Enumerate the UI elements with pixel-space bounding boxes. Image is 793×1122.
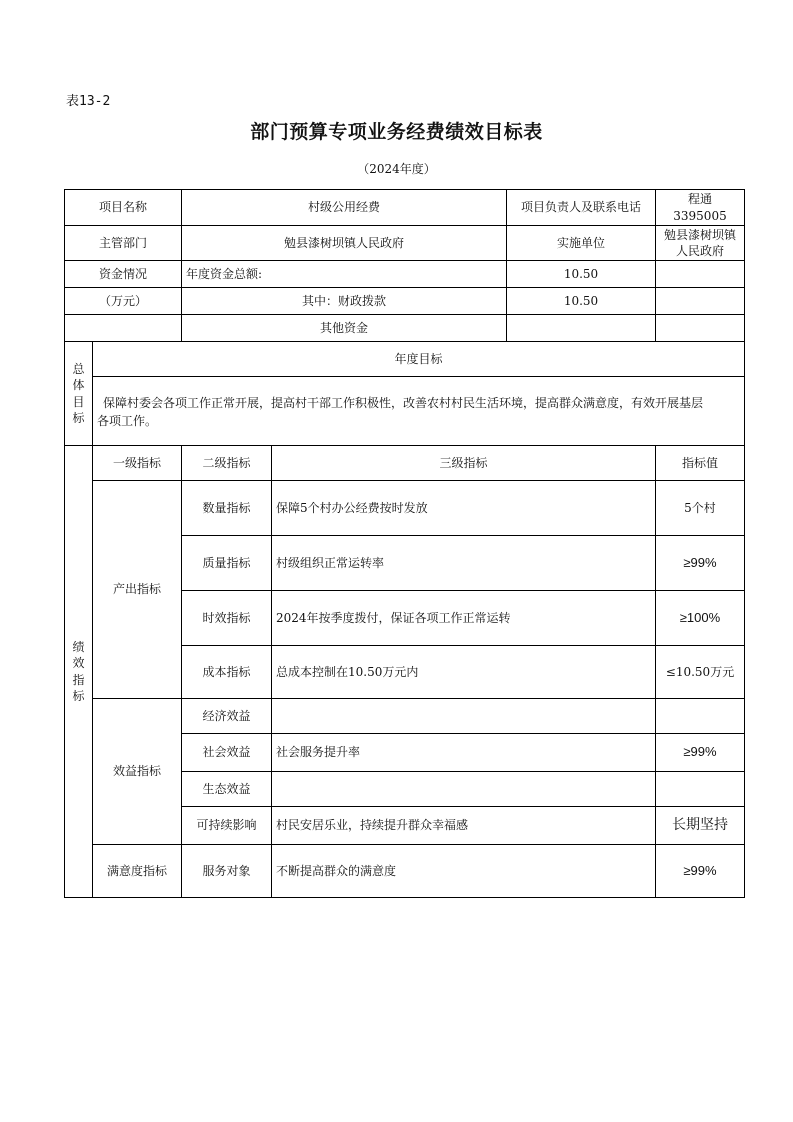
satisfaction-indicator-label: 满意度指标 (92, 844, 182, 898)
performance-side-label: 绩 效 指 标 (64, 445, 93, 898)
table-row-value: ≤10.50万元 (655, 645, 745, 699)
table-row-level2: 社会效益 (181, 733, 272, 772)
col-value-header: 指标值 (655, 445, 745, 481)
fund-other-label: 其他资金 (181, 314, 507, 342)
table-row-value: ≥99% (655, 535, 745, 591)
fund-blank-label (64, 314, 182, 342)
table-row-level2: 服务对象 (181, 844, 272, 898)
project-name-value: 村级公用经费 (181, 189, 507, 226)
table-row-level2: 数量指标 (181, 480, 272, 536)
col-level2-header: 二级指标 (181, 445, 272, 481)
contact-phone: 3395005 (673, 208, 727, 223)
table-row-level3: 总成本控制在10.50万元内 (271, 645, 656, 699)
dept-value: 勉县漆树坝镇人民政府 (181, 225, 507, 261)
table-row-value: 长期坚持 (655, 806, 745, 845)
table-row-value: 5个村 (655, 480, 745, 536)
contact-value (655, 189, 745, 226)
page-title: 部门预算专项业务经费绩效目标表 (250, 121, 543, 143)
year-label: （2024年度） (357, 162, 436, 176)
benefit-indicator-label: 效益指标 (92, 698, 182, 845)
table-row-level3: 2024年按季度拨付，保证各项工作正常运转 (271, 590, 656, 646)
impl-value (655, 225, 745, 261)
annual-goal-header: 年度目标 (92, 341, 745, 377)
fund-other-value (506, 314, 656, 342)
fund-total-extra (655, 260, 745, 288)
table-row-value (655, 771, 745, 807)
table-row-value: ≥100% (655, 590, 745, 646)
table-row-level3: 保障5个村办公经费按时发放 (271, 480, 656, 536)
table-row-level3 (271, 771, 656, 807)
table-row-level3: 社会服务提升率 (271, 733, 656, 772)
annual-goal-text: 保障村委会各项工作正常开展，提高村干部工作积极性，改善农村村民生活环境，提高群众满意度，有效开展基层 各项工作。 (92, 376, 745, 446)
fund-label: 资金情况 (64, 260, 182, 288)
fund-total-value: 10.50 (506, 260, 656, 288)
table-row-level2: 经济效益 (181, 698, 272, 734)
output-indicator-label: 产出指标 (92, 480, 182, 699)
col-level1-header: 一级指标 (92, 445, 182, 481)
table-row-level3: 村民安居乐业，持续提升群众幸福感 (271, 806, 656, 845)
fund-other-extra (655, 314, 745, 342)
project-name-label: 项目名称 (64, 189, 182, 226)
table-row-level2: 质量指标 (181, 535, 272, 591)
table-row-level3: 村级组织正常运转率 (271, 535, 656, 591)
table-row-level2: 时效指标 (181, 590, 272, 646)
fund-fiscal-value: 10.50 (506, 287, 656, 315)
table-row-value: ≥99% (655, 733, 745, 772)
fund-unit-label: （万元） (64, 287, 182, 315)
table-row-level3: 不断提高群众的满意度 (271, 844, 656, 898)
contact-label: 项目负责人及联系电话 (506, 189, 656, 226)
fund-total-label: 年度资金总额: (181, 260, 507, 288)
contact-name: 程通 (687, 192, 712, 207)
impl-line1: 勉县漆树坝镇 (663, 227, 736, 242)
table-row-level2: 生态效益 (181, 771, 272, 807)
impl-label: 实施单位 (506, 225, 656, 261)
table-row-level2: 成本指标 (181, 645, 272, 699)
fund-fiscal-extra (655, 287, 745, 315)
table-number: 表13-2 (66, 94, 111, 109)
table-row-value: ≥99% (655, 844, 745, 898)
table-row-value (655, 698, 745, 734)
overall-goal-side-label: 总 体 目 标 (64, 341, 93, 446)
col-level3-header: 三级指标 (271, 445, 656, 481)
dept-label: 主管部门 (64, 225, 182, 261)
impl-line2: 人民政府 (675, 244, 724, 258)
table-row-level2: 可持续影响 (181, 806, 272, 845)
table-row-level3 (271, 698, 656, 734)
fund-fiscal-label: 其中：财政拨款 (181, 287, 507, 315)
